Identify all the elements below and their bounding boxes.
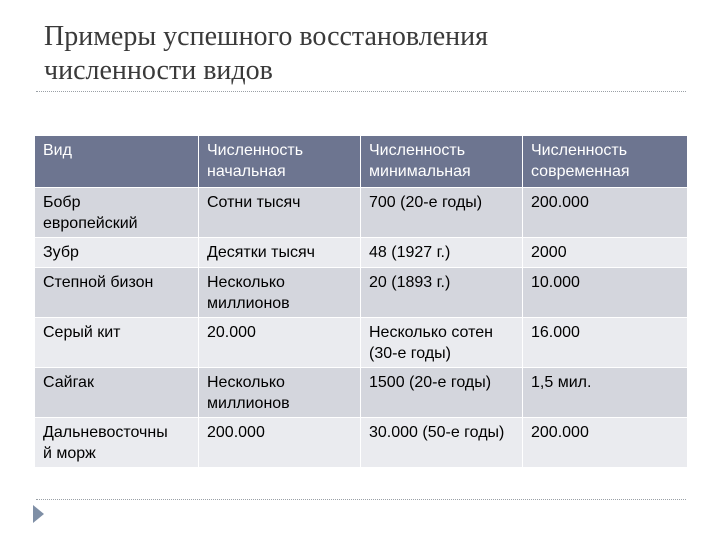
cell-species bbox=[35, 318, 199, 368]
header-current-count bbox=[523, 136, 688, 188]
cell-initial bbox=[199, 268, 361, 318]
cell-line: 48 (1927 г.) bbox=[369, 244, 451, 261]
cell-line: Зубр bbox=[43, 244, 79, 261]
cell-current bbox=[523, 318, 688, 368]
species-table bbox=[34, 135, 688, 468]
cell-species bbox=[35, 188, 199, 238]
cell-line: Несколько bbox=[207, 274, 285, 291]
table-row bbox=[35, 318, 688, 368]
table-header-row bbox=[35, 136, 688, 188]
page-title-line-2: численности видов bbox=[44, 55, 273, 86]
cell-current bbox=[523, 268, 688, 318]
cell-species bbox=[35, 268, 199, 318]
cell-line: 1500 (20-е годы) bbox=[369, 374, 492, 391]
cell-initial bbox=[199, 368, 361, 418]
cell-line: Несколько сотен bbox=[369, 324, 493, 341]
header-line: начальная bbox=[207, 163, 286, 180]
table-row bbox=[35, 368, 688, 418]
cell-line: Несколько bbox=[207, 374, 285, 391]
cell-line: 200.000 bbox=[207, 424, 265, 441]
cell-current bbox=[523, 368, 688, 418]
cell-line: 16.000 bbox=[531, 324, 580, 341]
header-line: минимальная bbox=[369, 163, 471, 180]
cell-line: Дальневосточны bbox=[43, 424, 168, 441]
cell-initial bbox=[199, 318, 361, 368]
cell-line: 20.000 bbox=[207, 324, 256, 341]
header-species bbox=[35, 136, 199, 188]
header-minimum-count bbox=[361, 136, 523, 188]
cell-line: Степной бизон bbox=[43, 274, 154, 291]
page-title bbox=[44, 20, 684, 88]
cell-line: Сотни тысяч bbox=[207, 194, 301, 211]
cell-minimum bbox=[361, 368, 523, 418]
cell-line: 200.000 bbox=[531, 194, 589, 211]
cell-line: 20 (1893 г.) bbox=[369, 274, 451, 291]
cell-species bbox=[35, 368, 199, 418]
cell-initial bbox=[199, 238, 361, 268]
cell-line: (30-е годы) bbox=[369, 345, 451, 362]
cell-line: Сайгак bbox=[43, 374, 94, 391]
cell-line: 2000 bbox=[531, 244, 567, 261]
cell-line: 30.000 (50-е годы) bbox=[369, 424, 505, 441]
page-title-line-1: Примеры успешного восстановления bbox=[44, 21, 489, 52]
cell-line: Десятки тысяч bbox=[207, 244, 315, 261]
cell-initial bbox=[199, 418, 361, 468]
table-row bbox=[35, 418, 688, 468]
cell-line: 10.000 bbox=[531, 274, 580, 291]
cell-minimum bbox=[361, 268, 523, 318]
cell-species bbox=[35, 238, 199, 268]
cell-species bbox=[35, 418, 199, 468]
cell-minimum bbox=[361, 188, 523, 238]
cell-line: й морж bbox=[43, 445, 96, 462]
cell-line: 700 (20-е годы) bbox=[369, 194, 483, 211]
header-line: современная bbox=[531, 163, 630, 180]
cell-line: Серый кит bbox=[43, 324, 121, 341]
cell-line: миллионов bbox=[207, 395, 290, 412]
header-line: Вид bbox=[43, 142, 72, 159]
header-line: Численность bbox=[531, 142, 628, 159]
cell-line: 1,5 мил. bbox=[531, 374, 592, 391]
header-line: Численность bbox=[207, 142, 304, 159]
cell-current bbox=[523, 188, 688, 238]
cell-minimum bbox=[361, 418, 523, 468]
triangle-bullet-icon bbox=[33, 505, 44, 523]
cell-line: 200.000 bbox=[531, 424, 589, 441]
table-row bbox=[35, 188, 688, 238]
cell-line: миллионов bbox=[207, 295, 290, 312]
cell-line: Бобр bbox=[43, 194, 81, 211]
divider-top bbox=[36, 91, 686, 92]
cell-current bbox=[523, 238, 688, 268]
table-row bbox=[35, 238, 688, 268]
cell-line: европейский bbox=[43, 215, 138, 232]
divider-bottom bbox=[36, 499, 686, 500]
header-initial-count bbox=[199, 136, 361, 188]
cell-minimum bbox=[361, 318, 523, 368]
table-row bbox=[35, 268, 688, 318]
cell-initial bbox=[199, 188, 361, 238]
cell-current bbox=[523, 418, 688, 468]
cell-minimum bbox=[361, 238, 523, 268]
header-line: Численность bbox=[369, 142, 466, 159]
